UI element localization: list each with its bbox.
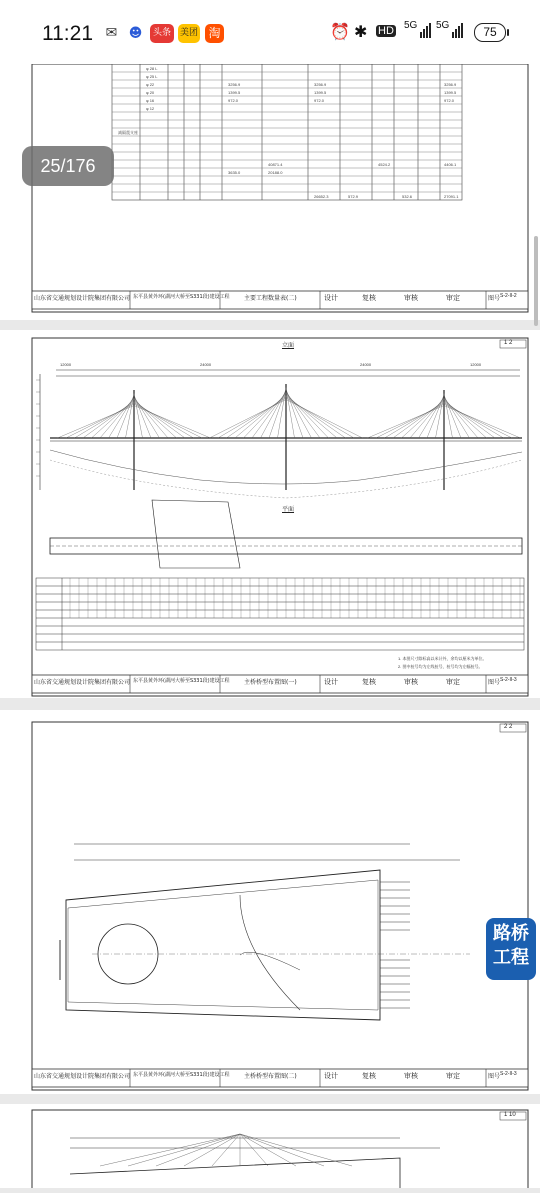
network-5g-1: 5G (404, 20, 418, 31)
drawing-sheet-3[interactable] (0, 710, 540, 1094)
sheet2-sign-approve: 审定 (446, 678, 460, 686)
note-line (452, 738, 472, 820)
stay-cable (184, 1134, 240, 1166)
stay-cable (385, 403, 445, 439)
svg-text:φ 16: φ 16 (146, 98, 155, 103)
sheet2-page-index: 1 2 (504, 340, 513, 346)
stay-cable (240, 1134, 268, 1166)
stay-cable (240, 1134, 296, 1166)
stay-cable (134, 400, 177, 439)
stay-cable (444, 406, 521, 439)
svg-text:3256.9: 3256.9 (314, 82, 327, 87)
stay-cable (58, 406, 135, 439)
svg-text:2. 图中桩号均为左线桩号，桩号均为左幅桩号。: 2. 图中桩号均为左线桩号，桩号均为左幅桩号。 (398, 664, 483, 669)
svg-text:40871.4: 40871.4 (268, 162, 283, 167)
scrollbar[interactable] (534, 236, 538, 326)
battery-indicator: 75 (474, 23, 506, 42)
note-line (412, 738, 432, 820)
stay-cable (444, 394, 453, 439)
svg-text:φ 25 L: φ 25 L (146, 74, 158, 79)
stay-cable (134, 395, 151, 438)
stay-cable (212, 1134, 240, 1166)
sheet3-title: 主桥桥型布置图(二) (244, 1073, 297, 1080)
sheet1-sign-design: 设计 (324, 294, 338, 302)
signal-bars-icon-1 (420, 22, 432, 41)
sheet3-company: 山东省交通规划设计院集团有限公司 (34, 1073, 131, 1080)
note-line (468, 738, 488, 820)
svg-text:φ 12: φ 12 (146, 106, 155, 111)
stay-cable (134, 401, 185, 438)
sheet1-number-label: 图号 (488, 295, 501, 302)
alarm-icon: ⏰ (330, 24, 350, 41)
sheet3-page-index: 2 2 (504, 724, 513, 730)
signal-bars-icon-2 (452, 22, 464, 41)
stay-cable (134, 403, 194, 439)
note-line (460, 738, 480, 820)
wechat-icon: ✉ (102, 24, 121, 43)
svg-text:24000: 24000 (360, 362, 372, 367)
sheet3-sign-review: 复核 (362, 1072, 376, 1080)
sheet1-project: 东平县黄外环(湖河大桥至S331段)建设工程 (133, 294, 230, 300)
stay-cable (134, 406, 211, 439)
svg-text:24000: 24000 (200, 362, 212, 367)
stay-cable (444, 403, 504, 439)
toutiao-icon: 头条 (150, 24, 174, 43)
stay-cable (240, 1134, 352, 1166)
svg-text:1399.5: 1399.5 (444, 90, 457, 95)
note-line (444, 738, 464, 820)
sheet2-sign-check: 审核 (404, 678, 418, 686)
svg-text:1399.5: 1399.5 (228, 90, 241, 95)
sheet3-sign-design: 设计 (324, 1072, 338, 1080)
stay-cable (134, 394, 143, 439)
sheet1-sign-review: 复核 (362, 294, 376, 302)
drawing-sheet-2[interactable] (0, 330, 540, 698)
stay-cable (286, 395, 337, 438)
svg-text:1. 本图尺寸除标高以米计外，余均以厘米为单位。: 1. 本图尺寸除标高以米计外，余均以厘米为单位。 (398, 656, 487, 661)
stay-cable (126, 394, 135, 439)
stay-cable (92, 400, 135, 439)
svg-text:3256.9: 3256.9 (228, 82, 241, 87)
stay-cable (286, 400, 363, 439)
bluetooth-icon: ✱ (354, 24, 368, 41)
sheet2-sign-design: 设计 (324, 678, 338, 686)
svg-text:减隔震支座: 减隔震支座 (118, 130, 138, 135)
svg-text:φ 28 L: φ 28 L (146, 66, 158, 71)
stay-cable (210, 400, 287, 439)
stay-cable (100, 1134, 240, 1166)
note-line (476, 738, 496, 820)
svg-text:20188.0: 20188.0 (268, 170, 283, 175)
watermark-logo (486, 918, 536, 980)
sheet3-number-label: 图号 (488, 1073, 501, 1080)
drawing-sheet-4[interactable] (0, 1104, 540, 1188)
stay-cable (227, 397, 287, 439)
stay-cable (235, 395, 286, 438)
tower-detail-drawing (0, 710, 540, 1094)
status-time: 11:21 (42, 22, 93, 45)
drawing-sheet-1[interactable] (0, 64, 540, 320)
note-line (420, 738, 440, 820)
stay-cable (402, 400, 445, 439)
svg-text:972.0: 972.0 (228, 98, 239, 103)
stay-cable (368, 406, 445, 439)
svg-text:1399.5: 1399.5 (314, 90, 327, 95)
watermark-line2: 工程 (493, 947, 529, 968)
svg-text:26652.3: 26652.3 (314, 194, 329, 199)
svg-text:3635.0: 3635.0 (228, 170, 241, 175)
stay-cable (436, 394, 445, 439)
stay-cable (393, 401, 444, 438)
svg-text:972.0: 972.0 (444, 98, 455, 103)
svg-text:532.6: 532.6 (402, 194, 413, 199)
sheet4-page-index: 1 10 (504, 1112, 516, 1118)
sheet1-sign-check: 审核 (404, 294, 418, 302)
sheet4-partial-drawing (0, 1104, 540, 1188)
sheet2-title: 主桥桥型布置图(一) (244, 679, 297, 686)
note-line (484, 738, 504, 820)
sheet2-number: S-2-II-3 (500, 677, 517, 683)
stay-cable (83, 401, 134, 438)
svg-text:27091.1: 27091.1 (444, 194, 459, 199)
stay-cable (427, 395, 444, 438)
svg-text:3256.9: 3256.9 (444, 82, 457, 87)
baidu-icon: ☻ (126, 24, 145, 43)
stay-cable (128, 1134, 240, 1166)
sheet2-number-label: 图号 (488, 679, 501, 686)
sheet2-company: 山东省交通规划设计院集团有限公司 (34, 679, 131, 686)
stay-cable (117, 395, 134, 438)
sheet2-sign-review: 复核 (362, 678, 376, 686)
stay-cable (444, 401, 495, 438)
svg-text:4406.1: 4406.1 (444, 162, 457, 167)
svg-text:12000: 12000 (470, 362, 482, 367)
sheet1-number: S-2-II-2 (500, 293, 517, 299)
quantity-table-drawing (0, 64, 540, 320)
taobao-icon: 淘 (205, 24, 224, 43)
stay-cable (444, 400, 487, 439)
svg-text:4524.2: 4524.2 (378, 162, 391, 167)
network-5g-2: 5G (436, 20, 450, 31)
meituan-icon: 美团 (178, 24, 200, 43)
svg-text:φ 20: φ 20 (146, 90, 155, 95)
sheet2-project: 东平县黄外环(湖河大桥至S331段)建设工程 (133, 678, 230, 684)
page-counter: 25/176 (22, 146, 114, 186)
sheet1-title: 主要工程数量表(二) (244, 295, 297, 302)
sheet3-number: S-2-II-3 (500, 1071, 517, 1077)
watermark-line1: 路桥 (493, 923, 529, 944)
sheet3-sign-approve: 审定 (446, 1072, 460, 1080)
sheet3-sign-check: 审核 (404, 1072, 418, 1080)
hd-icon: HD (378, 25, 394, 37)
stay-cable (240, 1134, 324, 1166)
stay-cable (444, 395, 461, 438)
bridge-layout-drawing (0, 330, 540, 698)
note-line (436, 738, 456, 820)
elevation-label: 立面 (282, 342, 295, 349)
svg-text:972.0: 972.0 (314, 98, 325, 103)
plan-label: 平面 (282, 506, 295, 513)
sheet3-project: 东平县黄外环(湖河大桥至S331段)建设工程 (133, 1072, 230, 1078)
svg-text:φ 22: φ 22 (146, 82, 155, 87)
sheet1-company: 山东省交通规划设计院集团有限公司 (34, 295, 131, 302)
stay-cable (286, 397, 346, 439)
stay-cable (156, 1134, 240, 1166)
svg-text:12000: 12000 (60, 362, 72, 367)
sheet1-sign-approve: 审定 (446, 294, 460, 302)
stay-cable (75, 403, 135, 439)
status-bar (0, 0, 540, 64)
note-line (428, 738, 448, 820)
svg-text:572.9: 572.9 (348, 194, 359, 199)
